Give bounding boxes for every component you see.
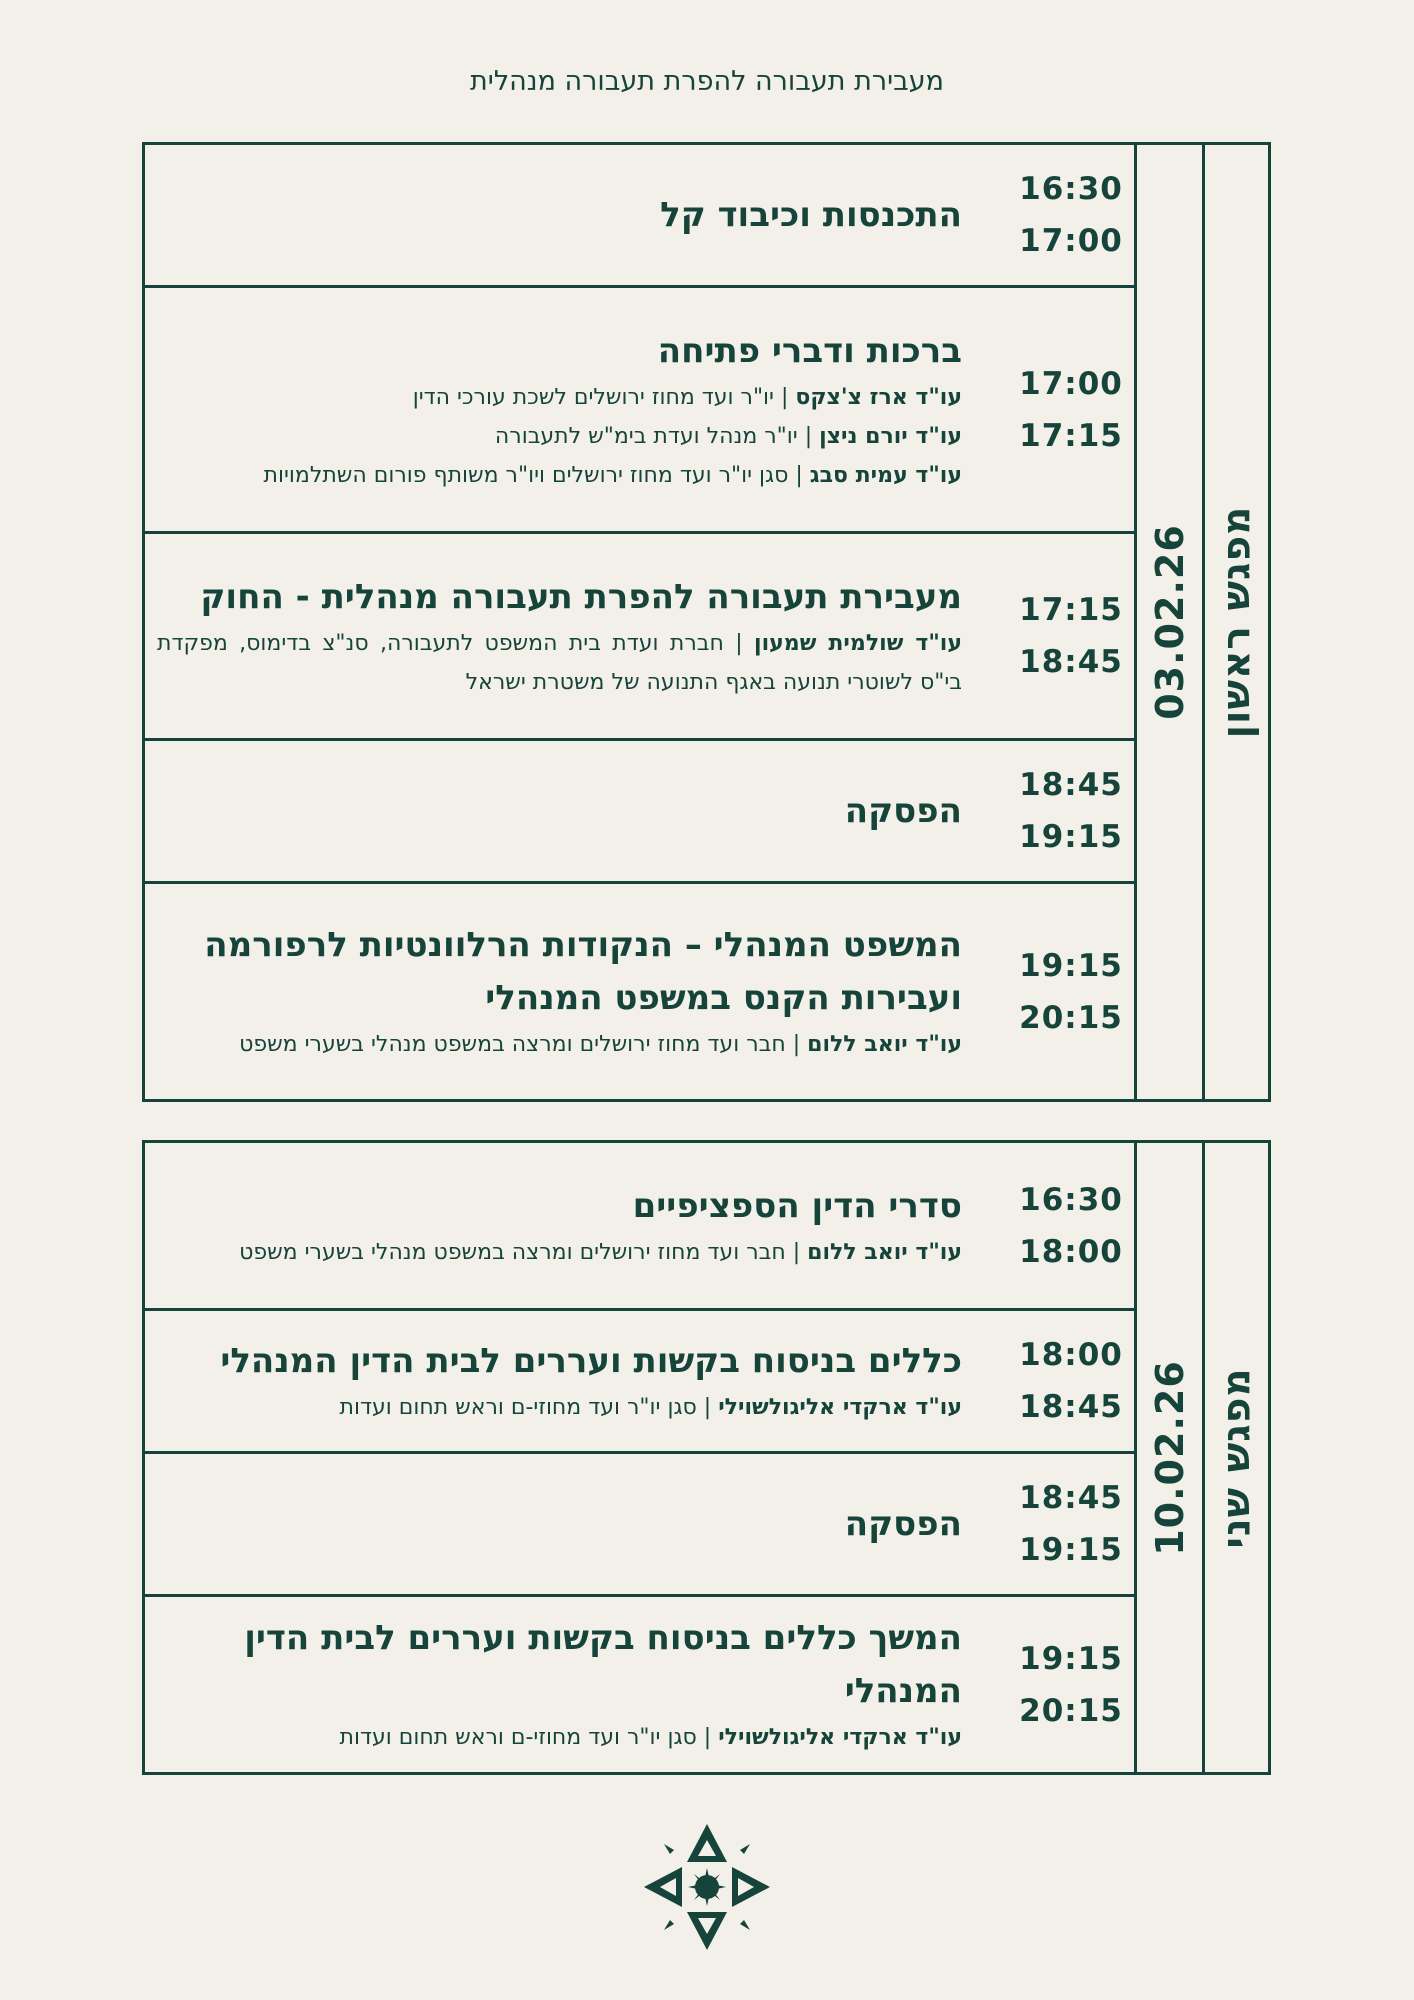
- session-content: [145, 1454, 1134, 1594]
- speaker-role: | חברת ועדת בית המשפט לתעבורה, סנ"צ בדימוס, מפקדת בי"ס לשוטרי תנועה באגף התנועה של משטרת ישראל: [157, 630, 962, 695]
- speaker-line: [157, 378, 962, 417]
- session-content: [145, 145, 1134, 285]
- meeting-block-2: [142, 1140, 1271, 1775]
- speaker-name: עו"ד עמית סבג: [809, 462, 962, 488]
- end-time: 18:45: [1019, 1389, 1123, 1425]
- speaker-line: [157, 1233, 962, 1272]
- start-time: 19:15: [1019, 1640, 1123, 1677]
- session-time: [1006, 759, 1136, 863]
- speaker-line: [157, 1718, 962, 1757]
- schedule-row: [145, 741, 1134, 884]
- end-time: 19:15: [1019, 819, 1123, 855]
- schedule-rows: [145, 1143, 1134, 1772]
- schedule-row: [145, 534, 1134, 741]
- end-time: 18:00: [1019, 1233, 1123, 1270]
- speaker-name: עו"ד יורם ניצן: [819, 423, 962, 449]
- session-time: [1006, 163, 1136, 267]
- speaker-name: עו"ד ארקדי אליגולשוילי: [718, 1395, 962, 1420]
- session-content: [145, 741, 1134, 881]
- schedule-row: [145, 1143, 1134, 1311]
- session-title: כללים בניסוח בקשות ועררים לבית הדין המנהלי: [220, 1341, 962, 1381]
- start-time: 16:30: [1019, 1181, 1123, 1218]
- speaker-role: | חבר ועד מחוז ירושלים ומרצה במשפט מנהלי בשערי משפט: [239, 1032, 801, 1057]
- session-time: [1006, 1174, 1136, 1278]
- start-time: 17:00: [1019, 365, 1123, 402]
- meeting-date: 03.02.26: [1147, 524, 1192, 720]
- speaker-name: עו"ד שולמית שמעון: [754, 630, 963, 656]
- schedule-row: [145, 145, 1134, 288]
- meeting-date-column: [1134, 145, 1202, 1099]
- end-time: 17:00: [1019, 223, 1123, 259]
- speaker-name: עו"ד ארקדי אליגולשוילי: [718, 1725, 962, 1750]
- session-content: [145, 884, 1134, 1099]
- session-time: [1006, 358, 1136, 462]
- document-title: מעבירת תעבורה להפרת תעבורה מנהלית: [470, 66, 944, 97]
- meeting-label-column: [1202, 145, 1268, 1099]
- session-time: [1006, 1472, 1136, 1576]
- session-content: [145, 1311, 1134, 1451]
- meeting-date-column: [1134, 1143, 1202, 1772]
- meeting-block-1: [142, 142, 1271, 1102]
- speaker-line: [157, 1388, 962, 1427]
- session-title: המשפט המנהלי – הנקודות הרלוונטיות לרפורמה ועבירות הקנס במשפט המנהלי: [204, 925, 962, 1018]
- start-time: 17:15: [1019, 592, 1123, 628]
- schedule-row: [145, 1454, 1134, 1597]
- meeting-label: מפגש ראשון: [1214, 505, 1259, 739]
- speaker-role: | סגן יו"ר ועד מחוזי-ם וראש תחום ועדות: [339, 1395, 712, 1420]
- speaker-line: [157, 624, 962, 702]
- session-time: [1006, 1633, 1136, 1737]
- session-title: ברכות ודברי פתיחה: [657, 330, 962, 371]
- session-title: הפסקה: [844, 1503, 962, 1544]
- end-time: 20:15: [1019, 1692, 1123, 1729]
- session-time: [1006, 584, 1136, 688]
- speaker-name: עו"ד יואב ללום: [807, 1032, 962, 1057]
- session-time: [1006, 1329, 1136, 1433]
- session-time: [1006, 940, 1136, 1044]
- schedule-rows: [145, 145, 1134, 1099]
- session-content: [145, 1597, 1134, 1772]
- session-title: המשך כללים בניסוח בקשות ועררים לבית הדין המנהלי: [244, 1618, 962, 1711]
- session-content: [145, 1143, 1134, 1308]
- schedule-row: [145, 1597, 1134, 1772]
- speaker-name: עו"ד ארז צ'צקס: [795, 384, 962, 410]
- session-title: התכנסות וכיבוד קל: [660, 194, 962, 235]
- start-time: 18:45: [1019, 767, 1123, 803]
- speaker-role: | יו"ר מנהל ועדת בימ"ש לתעבורה: [494, 423, 813, 449]
- meeting-label: מפגש שני: [1214, 1366, 1259, 1549]
- session-title: הפסקה: [844, 790, 962, 831]
- meeting-date: 10.02.26: [1147, 1359, 1192, 1556]
- speaker-line: [157, 456, 962, 495]
- end-time: 17:15: [1019, 417, 1123, 454]
- schedule-row: [145, 1311, 1134, 1454]
- end-time: 20:15: [1019, 999, 1123, 1036]
- session-title: סדרי הדין הספציפיים: [632, 1185, 962, 1226]
- end-time: 19:15: [1019, 1532, 1123, 1568]
- speaker-line: [157, 1025, 962, 1064]
- start-time: 16:30: [1019, 171, 1123, 207]
- speaker-role: | יו"ר ועד מחוז ירושלים לשכת עורכי הדין: [412, 384, 789, 410]
- start-time: 18:45: [1019, 1480, 1123, 1516]
- speaker-line: [157, 417, 962, 456]
- speaker-name: עו"ד יואב ללום: [807, 1239, 962, 1265]
- start-time: 18:00: [1019, 1337, 1123, 1373]
- meeting-label-column: [1202, 1143, 1268, 1772]
- end-time: 18:45: [1019, 644, 1123, 680]
- compass-star-logo-icon: [642, 1822, 772, 1952]
- schedule-row: [145, 288, 1134, 534]
- speaker-role: | סגן יו"ר ועד מחוזי-ם וראש תחום ועדות: [339, 1725, 712, 1750]
- speaker-role: | סגן יו"ר ועד מחוז ירושלים ויו"ר משותף פורום השתלמויות: [263, 462, 803, 488]
- schedule-row: [145, 884, 1134, 1099]
- speaker-role: | חבר ועד מחוז ירושלים ומרצה במשפט מנהלי בשערי משפט: [239, 1239, 801, 1265]
- session-title: מעבירת תעבורה להפרת תעבורה מנהלית - החוק: [200, 576, 962, 617]
- session-content: [145, 288, 1134, 531]
- session-content: [145, 534, 1134, 738]
- start-time: 19:15: [1019, 947, 1123, 984]
